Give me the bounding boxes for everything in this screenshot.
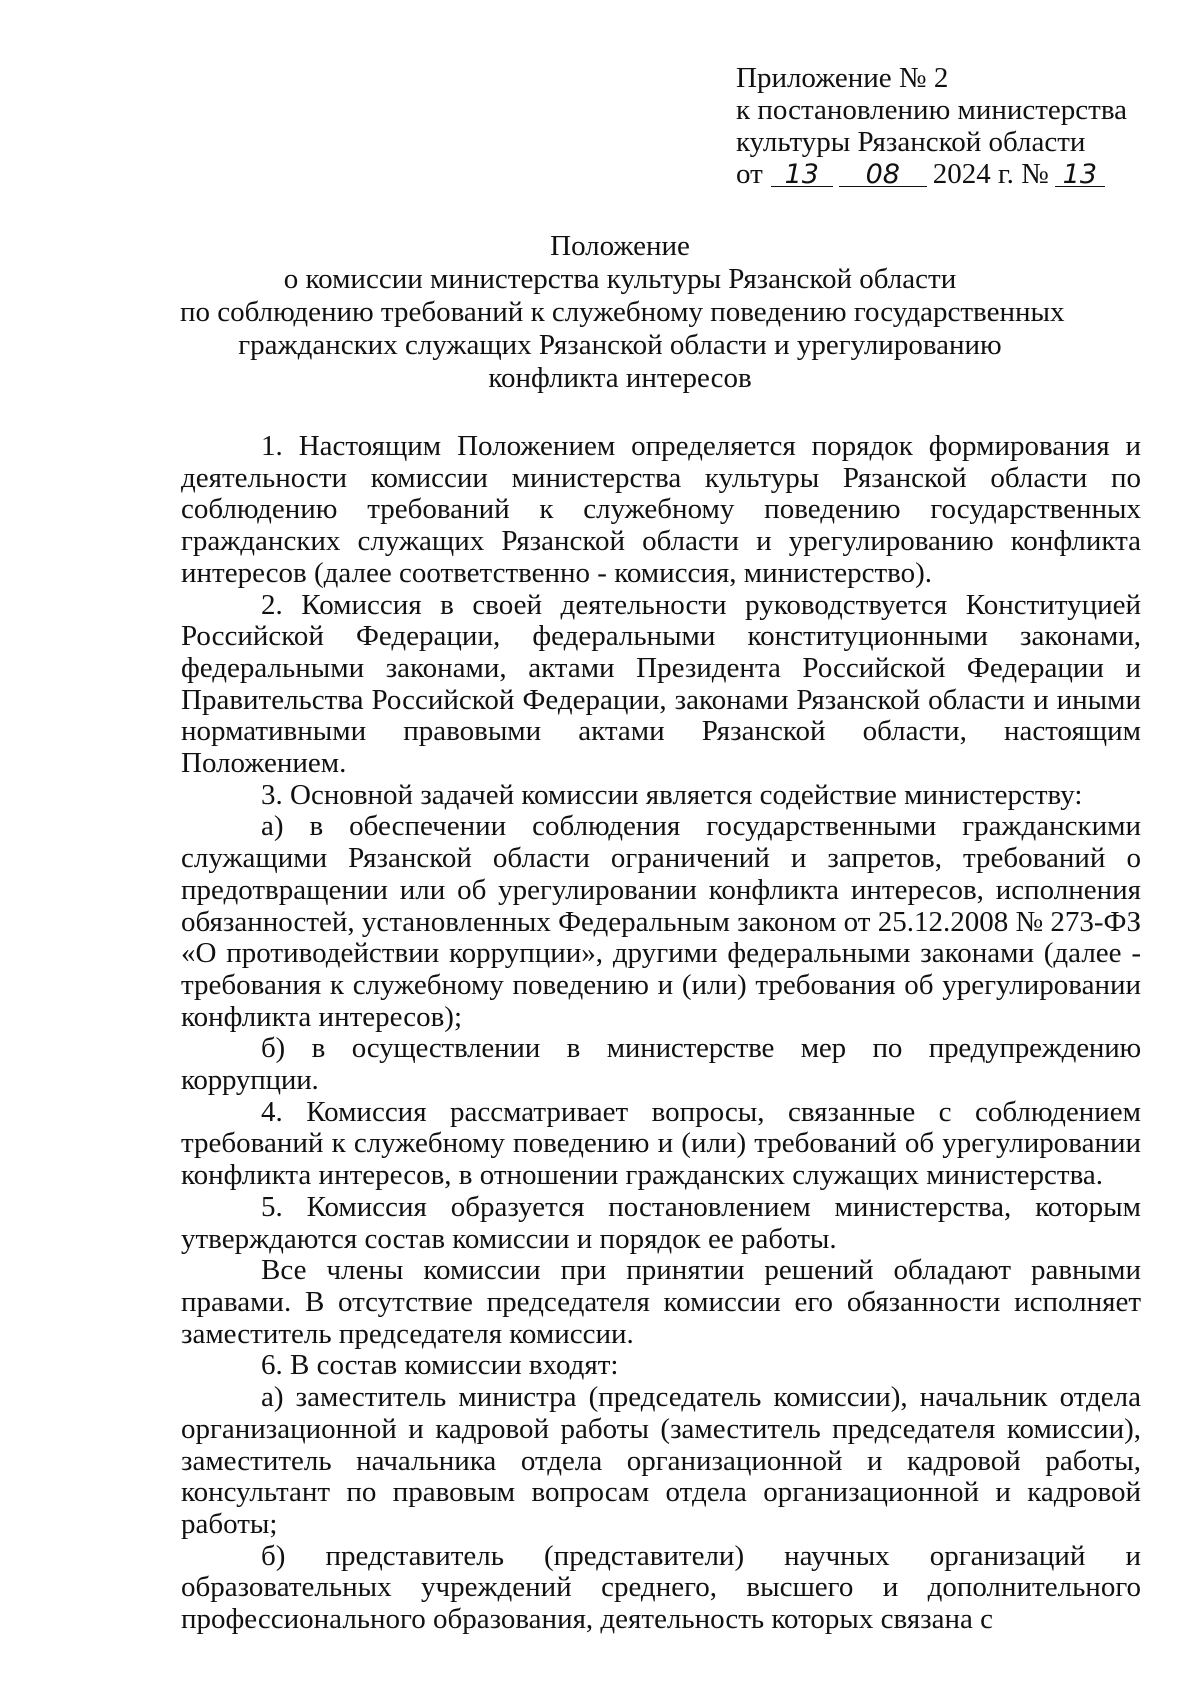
document-body — [181, 431, 1141, 1636]
doc-number-handwritten: 13 — [1055, 161, 1105, 189]
paragraph-5: 5. Комиссия образуется постановлением министерства, которым утверждаются состав комиссии и порядок ее работы. — [181, 1190, 1141, 1255]
title-line-5: конфликта интересов — [488, 362, 752, 394]
paragraph-5-members: Все члены комиссии при принятии решений обладают равными правами. В отсутствие председателя комиссии его обязанности исполняет заместитель председателя комиссии. — [181, 1254, 1141, 1350]
appendix-date-line — [736, 158, 1127, 190]
title-line-3: по соблюдению требований к служебному поведению государственных — [180, 296, 1065, 328]
paragraph-1: 1. Настоящим Положением определяется порядок формирования и деятельности комиссии министерства культуры Рязанской области по соблюдению требований к служебному поведению государственных гражданских служащих Рязанской области и урегулированию конфликта интересов (далее соответственно - комиссия, министерство). — [181, 430, 1141, 589]
document-title — [180, 230, 1065, 395]
paragraph-3: 3. Основной задачей комиссии является содействие министерству: — [261, 778, 1083, 811]
appendix-ministry: культуры Рязанской области — [736, 126, 1086, 158]
appendix-header — [736, 62, 1127, 190]
paragraph-6a: а) заместитель министра (председатель комиссии), начальник отдела организационной и кадровой работы (заместитель председателя комиссии), заместитель начальника отдела организационной и кадровой работы, консультант по правовым вопросам отдела организационной и кадровой работы; — [181, 1381, 1141, 1540]
paragraph-3b: б) в осуществлении в министерстве мер по предупреждению коррупции. — [181, 1032, 1141, 1097]
appendix-number: Приложение № 2 — [736, 62, 949, 94]
date-year: 2024 г. № — [932, 158, 1049, 190]
paragraph-2: 2. Комиссия в своей деятельности руководствуется Конституцией Российской Федерации, федеральными конституционными законами, федеральными законами, актами Президента Российской Федерации и Правительства Российской Федерации, законами Рязанской области и иными нормативными правовыми актами Рязанской области, настоящим Положением. — [181, 588, 1141, 780]
title-line-2: о комиссии министерства культуры Рязанской области — [283, 263, 957, 295]
paragraph-3a: а) в обеспечении соблюдения государственными гражданскими служащими Рязанской области ограничений и запретов, требований о предотвращении или об урегулировании конфликта интересов, исполнения обязанностей, установленных Федеральным законом от 25.12.2008 № 273-ФЗ «О противодействии коррупции», другими федеральными законами (далее - требования к служебному поведению и (или) требования об урегулировании конфликта интересов); — [181, 810, 1141, 1033]
paragraph-4: 4. Комиссия рассматривает вопросы, связанные с соблюдением требований к служебному поведению и (или) требований об урегулировании конфликта интересов, в отношении гражданских служащих министерства. — [181, 1095, 1141, 1192]
appendix-resolution: к постановлению министерства — [736, 94, 1128, 126]
title-line-4: гражданских служащих Рязанской области и урегулированию — [238, 329, 1002, 361]
date-day-handwritten: 13 — [771, 161, 833, 189]
title-line-1: Положение — [550, 230, 690, 262]
date-month-handwritten: 08 — [839, 161, 927, 189]
paragraph-6b: б) представитель (представители) научных организаций и образовательных учреждений среднего, высшего и дополнительного профессионального образования, деятельность которых связана с — [181, 1539, 1141, 1636]
paragraph-6: 6. В состав комиссии входят: — [261, 1349, 619, 1382]
date-prefix: от — [736, 158, 763, 190]
